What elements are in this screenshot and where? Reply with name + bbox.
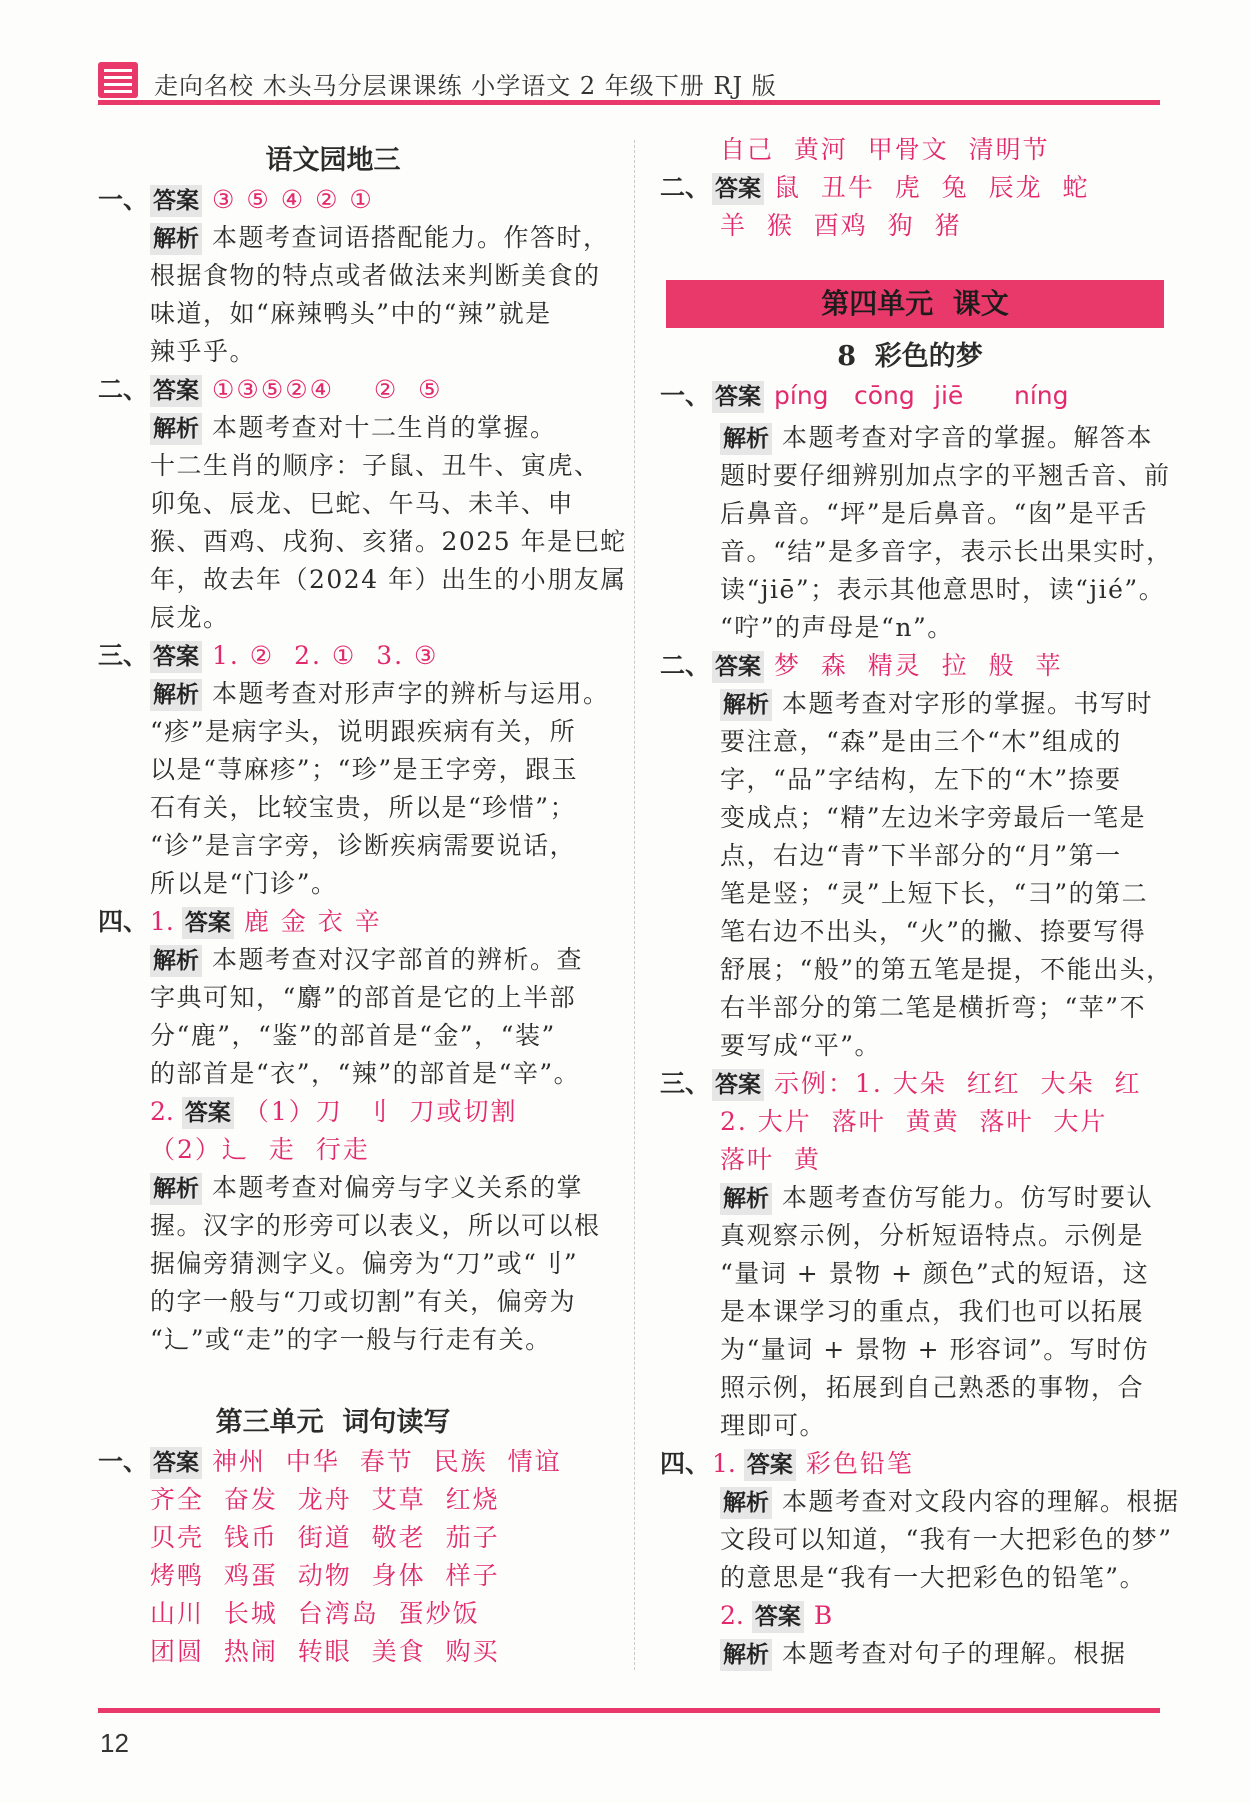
- question-number: 三、: [660, 1069, 711, 1098]
- analysis-text: 本题考查对字形的掌握。书写时: [782, 689, 1154, 718]
- unit-banner: 第四单元 课文: [666, 280, 1164, 328]
- analysis-line: 读“jiē”；表示其他意思时，读“jié”。: [720, 575, 1166, 604]
- analysis-line: 字，“品”字结构，左下的“木”捺要: [720, 765, 1122, 794]
- analysis-line: 舒展；“般”的第五笔是提，不能出头，: [720, 955, 1173, 984]
- analysis-text: 本题考查对十二生肖的掌握。: [212, 413, 557, 442]
- answer-tag: 答案: [712, 651, 764, 683]
- answer-text: 彩色铅笔: [805, 1449, 914, 1478]
- analysis-line: 音。“结”是多音字，表示长出果实时，: [720, 537, 1173, 566]
- analysis-line: [720, 686, 1153, 722]
- answer-tag: 答案: [150, 1447, 202, 1479]
- analysis-line: [720, 1636, 1127, 1672]
- section-title: 语文园地三: [265, 145, 401, 176]
- analysis-line: 照示例，拓展到自己熟悉的事物，合: [720, 1373, 1145, 1402]
- analysis-line: [150, 942, 583, 978]
- question-row: [660, 378, 1094, 414]
- analysis-line: 笔右边不出头，“火”的撇、捺要写得: [720, 917, 1147, 946]
- answer-text: 自己 黄河 甲骨文 清明节: [720, 135, 1050, 164]
- answer-text: 2. 大片 落叶 黄黄 落叶 大片: [720, 1107, 1108, 1136]
- answer-tag: 答案: [150, 185, 202, 217]
- analysis-line: [720, 1180, 1153, 1216]
- analysis-text: 本题考查对形声字的辨析与运用。: [212, 679, 610, 708]
- analysis-line: “量词 + 景物 + 颜色”式的短语，这: [720, 1259, 1150, 1288]
- sub-number: 2.: [150, 1097, 174, 1126]
- answer-tag: 答案: [182, 1097, 234, 1129]
- analysis-line: 分“鹿”，“鉴”的部首是“金”，“装”: [150, 1021, 556, 1050]
- analysis-line: 题时要仔细辨别加点字的平翘舌音、前: [720, 461, 1171, 490]
- analysis-line: 年，故去年（2024 年）出生的小朋友属: [150, 565, 627, 594]
- analysis-line: 辰龙。: [150, 603, 230, 632]
- analysis-line: 右半部分的第二笔是横折弯；“苹”不: [720, 993, 1147, 1022]
- analysis-tag: 解析: [720, 1487, 772, 1519]
- analysis-line: 辣乎乎。: [150, 337, 257, 366]
- question-row: [98, 1444, 562, 1480]
- analysis-tag: 解析: [150, 679, 202, 711]
- analysis-line: 卯兔、辰龙、巳蛇、午马、未羊、申: [150, 489, 575, 518]
- question-number: 一、: [98, 185, 149, 214]
- analysis-text: 本题考查对汉字部首的辨析。查: [212, 945, 584, 974]
- question-number: 二、: [660, 651, 711, 680]
- analysis-line: 石有关，比较宝贵，所以是“珍惜”；: [150, 793, 577, 822]
- analysis-text: 本题考查对文段内容的理解。根据: [782, 1487, 1180, 1516]
- analysis-tag: 解析: [150, 1173, 202, 1205]
- answer-text: 烤鸭 鸡蛋 动物 身体 样子: [150, 1561, 500, 1590]
- analysis-tag: 解析: [150, 413, 202, 445]
- analysis-text: 本题考查对字音的掌握。解答本: [782, 423, 1154, 452]
- analysis-line: 后鼻音。“坪”是后鼻音。“囱”是平舌: [720, 499, 1149, 528]
- answer-text: 羊 猴 酉鸡 狗 猪: [720, 211, 962, 240]
- answer-text: 1. ② 2. ① 3. ③: [212, 641, 439, 670]
- question-row: [98, 182, 374, 218]
- analysis-tag: 解析: [720, 423, 772, 455]
- answer-tag: 答案: [150, 375, 202, 407]
- answer-tag: 答案: [752, 1601, 804, 1633]
- answer-text: 贝壳 钱币 街道 敬老 茄子: [150, 1523, 500, 1552]
- question-row: [660, 170, 1089, 206]
- analysis-line: 变成点；“精”左边米字旁最后一笔是: [720, 803, 1147, 832]
- sub-number: 2.: [720, 1601, 744, 1630]
- question-row: [720, 1598, 834, 1634]
- question-row: [660, 1446, 914, 1482]
- analysis-tag: 解析: [150, 223, 202, 255]
- analysis-line: 以是“荨麻疹”；“珍”是王字旁，跟玉: [150, 755, 579, 784]
- answer-text: ①③⑤②④ ② ⑤: [212, 375, 443, 404]
- analysis-line: 猴、酉鸡、戌狗、亥猪。2025 年是巳蛇: [150, 527, 627, 556]
- header-divider: [98, 100, 1160, 105]
- answer-text: 山川 长城 台湾岛 蛋炒饭: [150, 1599, 480, 1628]
- analysis-line: 真观察示例，分析短语特点。示例是: [720, 1221, 1145, 1250]
- analysis-text: 本题考查仿写能力。仿写时要认: [782, 1183, 1154, 1212]
- analysis-line: “辶”或“走”的字一般与行走有关。: [150, 1325, 552, 1354]
- question-row: [660, 648, 1062, 684]
- analysis-line: [720, 1484, 1180, 1520]
- analysis-line: 的字一般与“刀或切割”有关，偏旁为: [150, 1287, 577, 1316]
- answer-text: 团圆 热闹 转眼 美食 购买: [150, 1637, 500, 1666]
- analysis-line: 笔是竖；“灵”上短下长，“彐”的第二: [720, 879, 1149, 908]
- analysis-line: 是本课学习的重点，我们也可以拓展: [720, 1297, 1145, 1326]
- answer-text: 神州 中华 春节 民族 情谊: [212, 1447, 562, 1476]
- pinyin-answer: jiē: [934, 381, 964, 410]
- analysis-line: 握。汉字的形旁可以表义，所以可以根: [150, 1211, 601, 1240]
- pinyin-answer: cōng: [854, 381, 915, 410]
- answer-tag: 答案: [712, 381, 764, 413]
- analysis-line: 要写成“平”。: [720, 1031, 882, 1060]
- page-number: 12: [100, 1728, 129, 1758]
- pinyin-answer: píng: [774, 381, 829, 410]
- answer-text: B: [813, 1601, 835, 1630]
- answer-text: 齐全 奋发 龙舟 艾草 红烧: [150, 1485, 500, 1514]
- analysis-tag: 解析: [150, 945, 202, 977]
- analysis-line: 的意思是“我有一大把彩色的铅笔”。: [720, 1563, 1147, 1592]
- question-number: 二、: [660, 173, 711, 202]
- answer-text: 鼠 丑牛 虎 兔 辰龙 蛇: [774, 173, 1090, 202]
- question-number: 三、: [98, 641, 149, 670]
- analysis-line: [150, 676, 610, 712]
- analysis-line: 的部首是“衣”，“辣”的部首是“辛”。: [150, 1059, 581, 1088]
- answer-text: （1）刀 刂 刀或切割: [243, 1097, 518, 1126]
- analysis-line: [150, 410, 557, 446]
- analysis-tag: 解析: [720, 689, 772, 721]
- answer-tag: 答案: [182, 907, 234, 939]
- analysis-line: 理即可。: [720, 1411, 827, 1440]
- question-row: [98, 904, 382, 940]
- question-number: 四、: [98, 907, 149, 936]
- sub-number: 1.: [150, 907, 174, 936]
- analysis-line: [150, 220, 610, 256]
- analysis-line: 文段可以知道，“我有一大把彩色的梦”: [720, 1525, 1173, 1554]
- analysis-tag: 解析: [720, 1639, 772, 1671]
- question-number: 一、: [98, 1447, 149, 1476]
- analysis-line: 据偏旁猜测字义。偏旁为“刀”或“刂”: [150, 1249, 579, 1278]
- analysis-line: 要注意，“森”是由三个“木”组成的: [720, 727, 1122, 756]
- answer-text: ③ ⑤ ④ ② ①: [212, 185, 374, 214]
- analysis-tag: 解析: [720, 1183, 772, 1215]
- analysis-line: “疹”是病字头，说明跟疾病有关，所: [150, 717, 577, 746]
- answer-tag: 答案: [744, 1449, 796, 1481]
- answer-text: （2）辶 走 行走: [150, 1135, 370, 1164]
- question-number: 一、: [660, 381, 711, 410]
- question-number: 二、: [98, 375, 149, 404]
- analysis-line: 点，右边“青”下半部分的“月”第一: [720, 841, 1122, 870]
- analysis-line: [150, 1170, 583, 1206]
- lesson-title: 8 彩色的梦: [837, 341, 983, 372]
- book-logo-icon: [98, 62, 138, 98]
- analysis-text: 本题考查对偏旁与字义关系的掌: [212, 1173, 584, 1202]
- analysis-line: “咛”的声母是“n”。: [720, 613, 954, 642]
- section-title: 第三单元 词句读写: [215, 1407, 451, 1438]
- analysis-line: 为“量词 + 景物 + 形容词”。写时仿: [720, 1335, 1150, 1364]
- sub-number: 1.: [712, 1449, 736, 1478]
- footer-divider: [98, 1708, 1160, 1713]
- question-row: [150, 1094, 518, 1130]
- analysis-line: 字典可知，“麝”的部首是它的上半部: [150, 983, 577, 1012]
- answer-text: 梦 森 精灵 拉 般 苹: [774, 651, 1063, 680]
- analysis-line: “诊”是言字旁，诊断疾病需要说话，: [150, 831, 577, 860]
- question-number: 四、: [660, 1449, 711, 1478]
- answer-text: 落叶 黄: [720, 1145, 821, 1174]
- question-row: [660, 1066, 1141, 1102]
- analysis-text: 本题考查对句子的理解。根据: [782, 1639, 1127, 1668]
- analysis-line: 十二生肖的顺序：子鼠、丑牛、寅虎、: [150, 451, 601, 480]
- answer-tag: 答案: [712, 173, 764, 205]
- analysis-line: 所以是“门诊”。: [150, 869, 338, 898]
- answer-tag: 答案: [150, 641, 202, 673]
- pinyin-answer: níng: [1014, 381, 1069, 410]
- analysis-text: 本题考查词语搭配能力。作答时，: [212, 223, 610, 252]
- analysis-line: [720, 420, 1153, 456]
- answer-tag: 答案: [712, 1069, 764, 1101]
- analysis-line: 根据食物的特点或者做法来判断美食的: [150, 261, 601, 290]
- analysis-line: 味道，如“麻辣鸭头”中的“辣”就是: [150, 299, 552, 328]
- header-title: 走向名校 木头马分层课课练 小学语文 2 年级下册 RJ 版: [154, 72, 777, 100]
- answer-text: 示例：1. 大朵 红红 大朵 红: [774, 1069, 1142, 1098]
- question-row: [98, 638, 438, 674]
- column-divider: [634, 140, 635, 1670]
- question-row: [98, 372, 443, 408]
- answer-text: 鹿 金 衣 辛: [243, 907, 382, 936]
